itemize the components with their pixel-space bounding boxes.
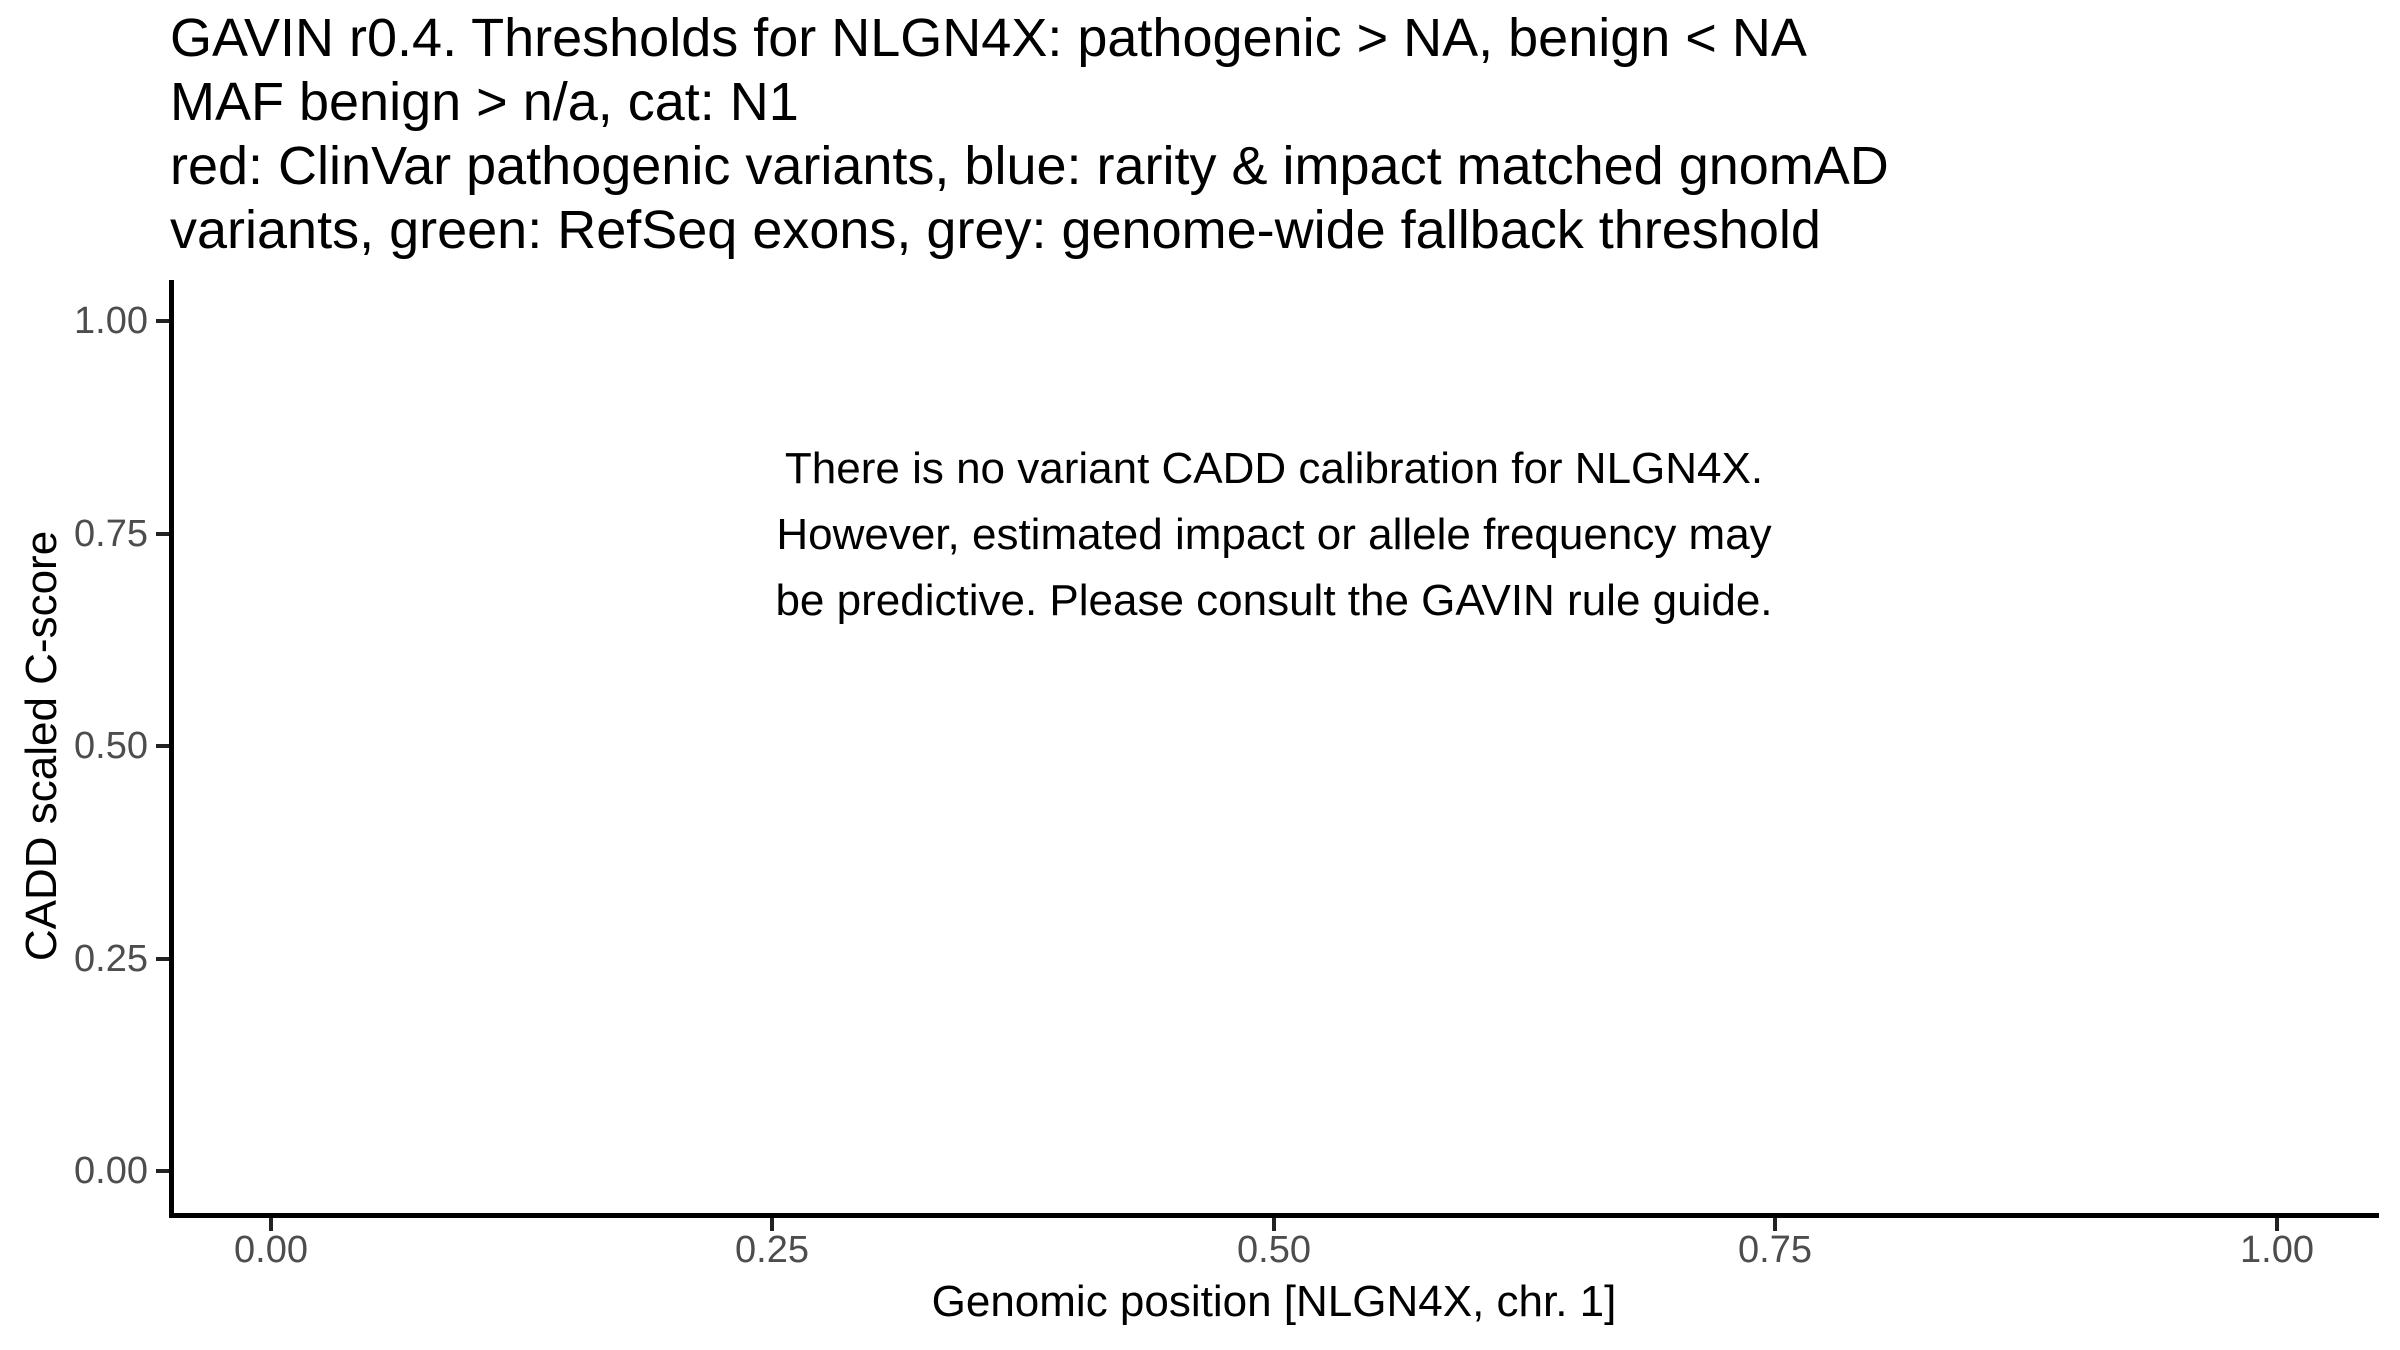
- annotation-line-3: be predictive. Please consult the GAVIN rule guide.: [775, 576, 1773, 625]
- y-tick-mark-0.50: [156, 744, 169, 748]
- y-tick-mark-1.00: [156, 319, 169, 323]
- y-tick-label-0.00: 0.00: [74, 1150, 148, 1192]
- plot-title: [170, 6, 1889, 262]
- y-tick-mark-0.25: [156, 957, 169, 961]
- y-axis-title: CADD scaled C-score: [17, 530, 66, 962]
- plot-title-line-3: red: ClinVar pathogenic variants, blue: rarity & impact matched gnomAD: [170, 136, 1889, 196]
- plot-title-line-4: variants, green: RefSeq exons, grey: genome-wide fallback threshold: [170, 200, 1821, 260]
- y-tick-label-0.75: 0.75: [74, 513, 148, 555]
- y-tick-mark-0.00: [156, 1169, 169, 1173]
- x-tick-label-0.50: 0.50: [1237, 1229, 1311, 1271]
- plot-panel: [171, 280, 2377, 1213]
- plot-title-line-1: GAVIN r0.4. Thresholds for NLGN4X: pathogenic > NA, benign < NA: [170, 8, 1807, 68]
- x-tick-label-1.00: 1.00: [2240, 1229, 2314, 1271]
- x-tick-label-0.75: 0.75: [1738, 1229, 1812, 1271]
- plot-title-line-2: MAF benign > n/a, cat: N1: [170, 72, 799, 132]
- y-tick-label-0.50: 0.50: [74, 725, 148, 767]
- y-tick-label-0.25: 0.25: [74, 938, 148, 980]
- x-axis-title: Genomic position [NLGN4X, chr. 1]: [931, 1277, 1617, 1326]
- no-calibration-annotation: [775, 436, 1772, 634]
- y-tick-label-1.00: 1.00: [74, 300, 148, 342]
- x-tick-label-0.25: 0.25: [735, 1229, 809, 1271]
- y-tick-mark-0.75: [156, 532, 169, 536]
- annotation-line-1: There is no variant CADD calibration for NLGN4X.: [784, 444, 1764, 493]
- y-axis-line: [169, 280, 174, 1218]
- x-tick-label-0.00: 0.00: [234, 1229, 308, 1271]
- annotation-line-2: However, estimated impact or allele frequency may: [776, 510, 1772, 559]
